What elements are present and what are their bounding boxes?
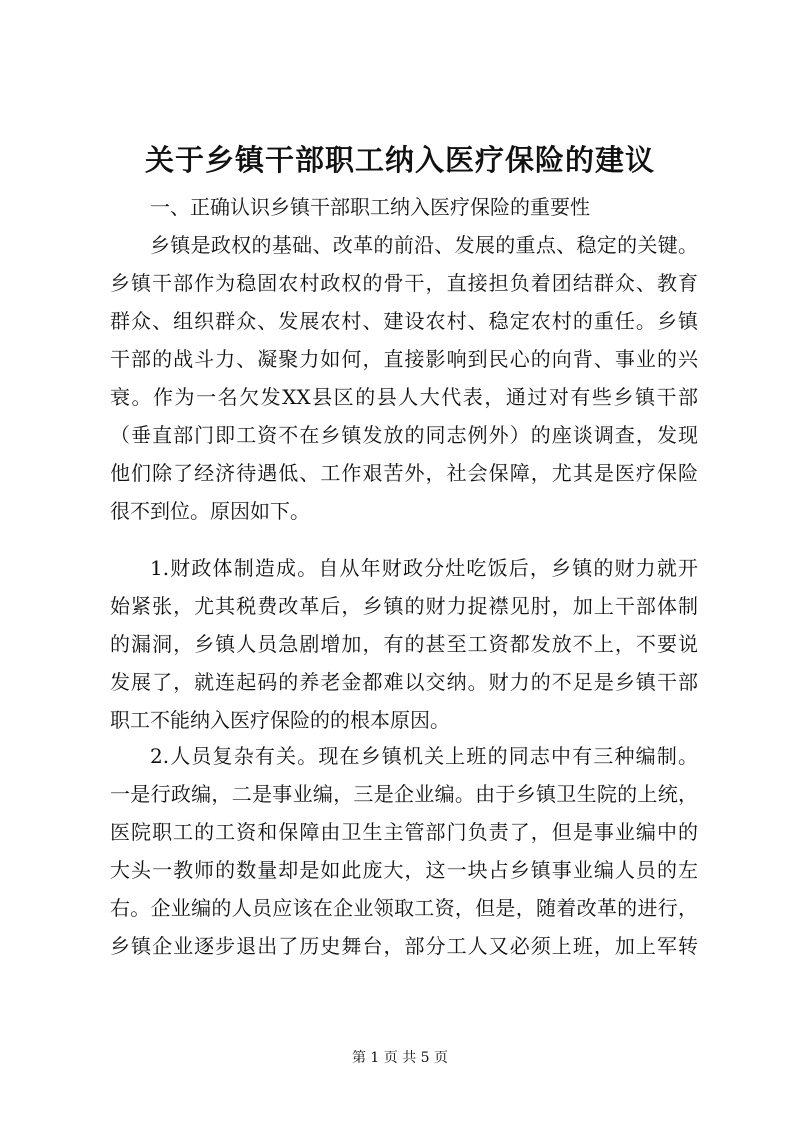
paragraph-line: （垂直部门即工资不在乡镇发放的同志例外）的座谈调查，发现 [110,423,698,447]
page-footer: 第 1 页 共 5 页 [351,1050,449,1066]
paragraph-line: 始紧张，尤其税费改革后，乡镇的财力捉襟见肘，加上干部体制 [110,594,698,618]
section-heading: 一、正确认识乡镇干部职工纳入医疗保险的重要性 [150,195,590,219]
document-title: 关于乡镇干部职工纳入医疗保险的建议 [144,143,655,177]
paragraph-line: 1.财政体制造成。自从年财政分灶吃饭后，乡镇的财力就开 [150,556,698,580]
paragraph-line: 2.人员复杂有关。现在乡镇机关上班的同志中有三种编制。 [150,744,698,768]
paragraph-line: 乡镇企业逐步退出了历史舞台，部分工人又必须上班，加上军转 [110,934,698,958]
paragraph-line: 乡镇干部作为稳固农村政权的骨干，直接担负着团结群众、教育 [110,271,698,295]
paragraph-line: 职工不能纳入医疗保险的的根本原因。 [110,708,450,732]
paragraph-line: 很不到位。原因如下。 [110,499,310,523]
paragraph-line: 医院职工的工资和保障由卫生主管部门负责了，但是事业编中的 [110,820,698,844]
paragraph-line: 右。企业编的人员应该在企业领取工资，但是，随着改革的进行， [110,896,698,920]
paragraph-line: 他们除了经济待遇低、工作艰苦外，社会保障，尤其是医疗保险 [110,461,698,485]
paragraph-line: 的漏洞，乡镇人员急剧增加，有的甚至工资都发放不上，不要说 [110,632,698,656]
paragraph-line: 衰。作为一名欠发XX县区的县人大代表，通过对有些乡镇干部 [110,385,698,409]
paragraph-2 [110,549,698,739]
paragraph-line: 群众、组织群众、发展农村、建设农村、稳定农村的重任。乡镇 [110,309,698,333]
paragraph-line: 大头一教师的数量却是如此庞大，这一块占乡镇事业编人员的左 [110,858,698,882]
paragraph-1 [110,226,698,530]
paragraph-line: 发展了，就连起码的养老金都难以交纳。财力的不足是乡镇干部 [110,670,698,694]
paragraph-line: 干部的战斗力、凝聚力如何，直接影响到民心的向背、事业的兴 [110,347,698,371]
paragraph-line: 乡镇是政权的基础、改革的前沿、发展的重点、稳定的关键。 [150,233,698,257]
paragraph-3 [110,737,698,965]
paragraph-line: 一是行政编，二是事业编，三是企业编。由于乡镇卫生院的上统， [110,782,698,806]
